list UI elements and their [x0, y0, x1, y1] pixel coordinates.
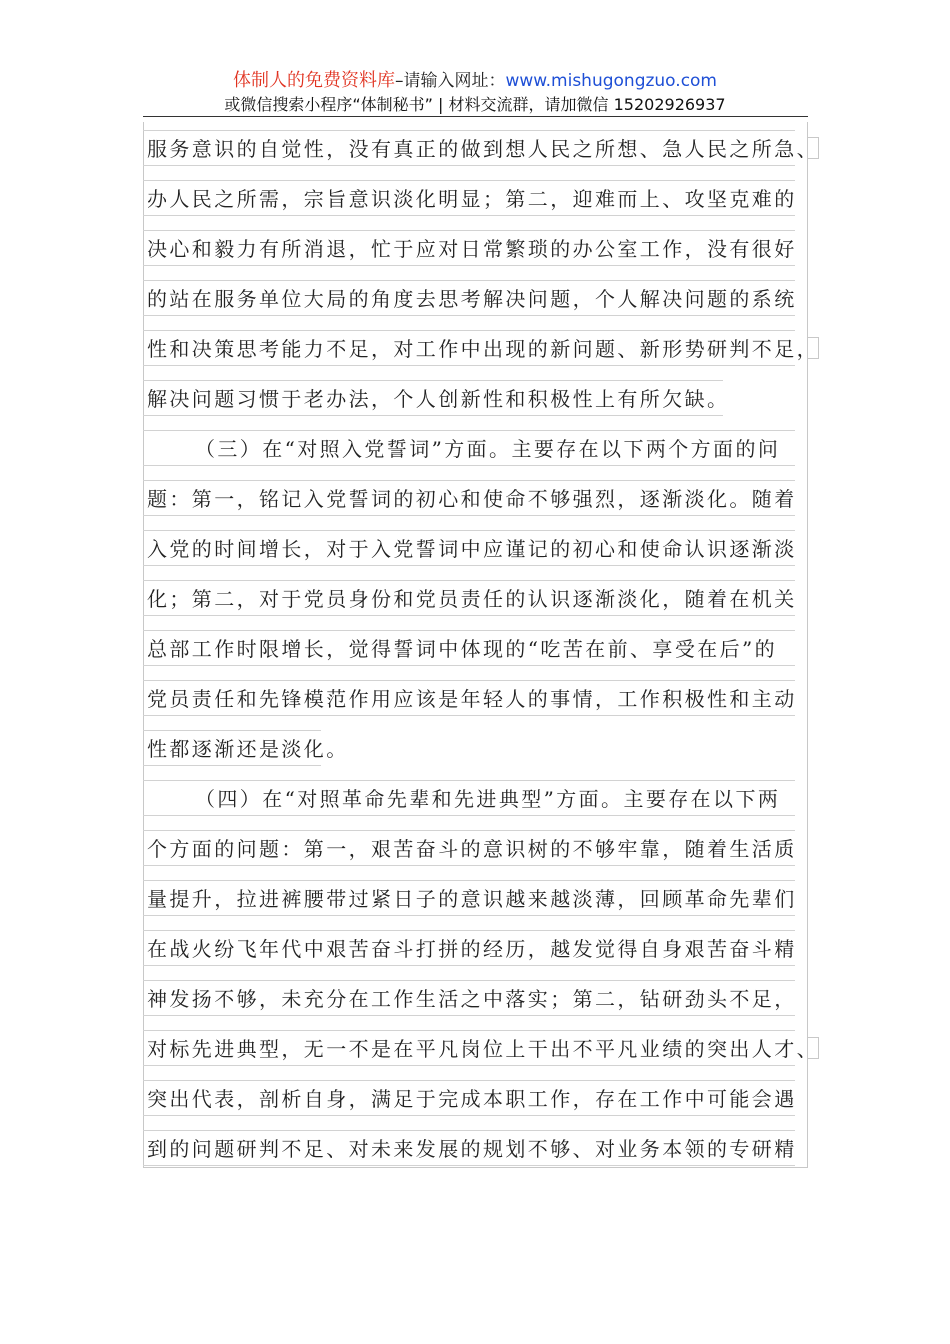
paragraph-line: （三）在“对照入党誓词”方面。主要存在以下两个方面的问	[143, 430, 795, 466]
paragraph-line: 服务意识的自觉性，没有真正的做到想人民之所想、急人民之所急、	[143, 130, 795, 166]
paragraph-line: 化；第二，对于党员身份和党员责任的认识逐渐淡化，随着在机关	[143, 580, 795, 616]
paragraph-line: 量提升，拉进裤腰带过紧日子的意识越来越淡薄，回顾革命先辈们	[143, 880, 795, 916]
paragraph-line: 在战火纷飞年代中艰苦奋斗打拼的经历，越发觉得自身艰苦奋斗精	[143, 930, 795, 966]
paragraph-line: 决心和毅力有所消退，忙于应对日常繁琐的办公室工作，没有很好	[143, 230, 795, 266]
paragraph-line: 题：第一，铭记入党誓词的初心和使命不够强烈，逐渐淡化。随着	[143, 480, 795, 516]
header-brand: 体制人的免费资料库	[232, 70, 395, 91]
header-divider	[143, 116, 808, 117]
paragraph-line: 党员责任和先锋模范作用应该是年轻人的事情，工作积极性和主动	[143, 680, 795, 716]
paragraph-line: 性和决策思考能力不足，对工作中出现的新问题、新形势研判不足，	[143, 330, 795, 366]
paragraph-line: 的站在服务单位大局的角度去思考解决问题，个人解决问题的系统	[143, 280, 795, 316]
paragraph-line: 性都逐渐还是淡化。	[143, 730, 321, 766]
paragraph-line: （四）在“对照革命先辈和先进典型”方面。主要存在以下两	[143, 780, 795, 816]
paragraph-line: 解决问题习惯于老办法，个人创新性和积极性上有所欠缺。	[143, 380, 723, 416]
header-url-prompt: –请输入网址：	[394, 71, 506, 91]
paragraph-line: 入党的时间增长，对于入党誓词中应谨记的初心和使命认识逐渐淡	[143, 530, 795, 566]
paragraph-line: 个方面的问题：第一，艰苦奋斗的意识树的不够牢靠，随着生活质	[143, 830, 795, 866]
overflow-marker	[808, 1037, 819, 1059]
paragraph-line: 到的问题研判不足、对未来发展的规划不够、对业务本领的专研精	[143, 1130, 795, 1166]
page-header	[0, 70, 950, 116]
paragraph-line: 对标先进典型，无一不是在平凡岗位上干出不平凡业绩的突出人才、	[143, 1030, 795, 1066]
overflow-marker	[808, 137, 819, 159]
header-url-link[interactable]: www.mishugongzuo.com	[505, 71, 717, 91]
header-contact: 或微信搜索小程序“体制秘书” | 材料交流群，请加微信 15202926937	[224, 95, 726, 114]
overflow-marker	[808, 337, 819, 359]
paragraph-line: 神发扬不够，未充分在工作生活之中落实；第二，钻研劲头不足，	[143, 980, 795, 1016]
paragraph-line: 突出代表，剖析自身，满足于完成本职工作，存在工作中可能会遇	[143, 1080, 795, 1116]
paragraph-line: 总部工作时限增长，觉得誓词中体现的“吃苦在前、享受在后”的	[143, 630, 795, 666]
paragraph-line: 办人民之所需，宗旨意识淡化明显；第二，迎难而上、攻坚克难的	[143, 180, 795, 216]
header-banner	[0, 70, 950, 92]
